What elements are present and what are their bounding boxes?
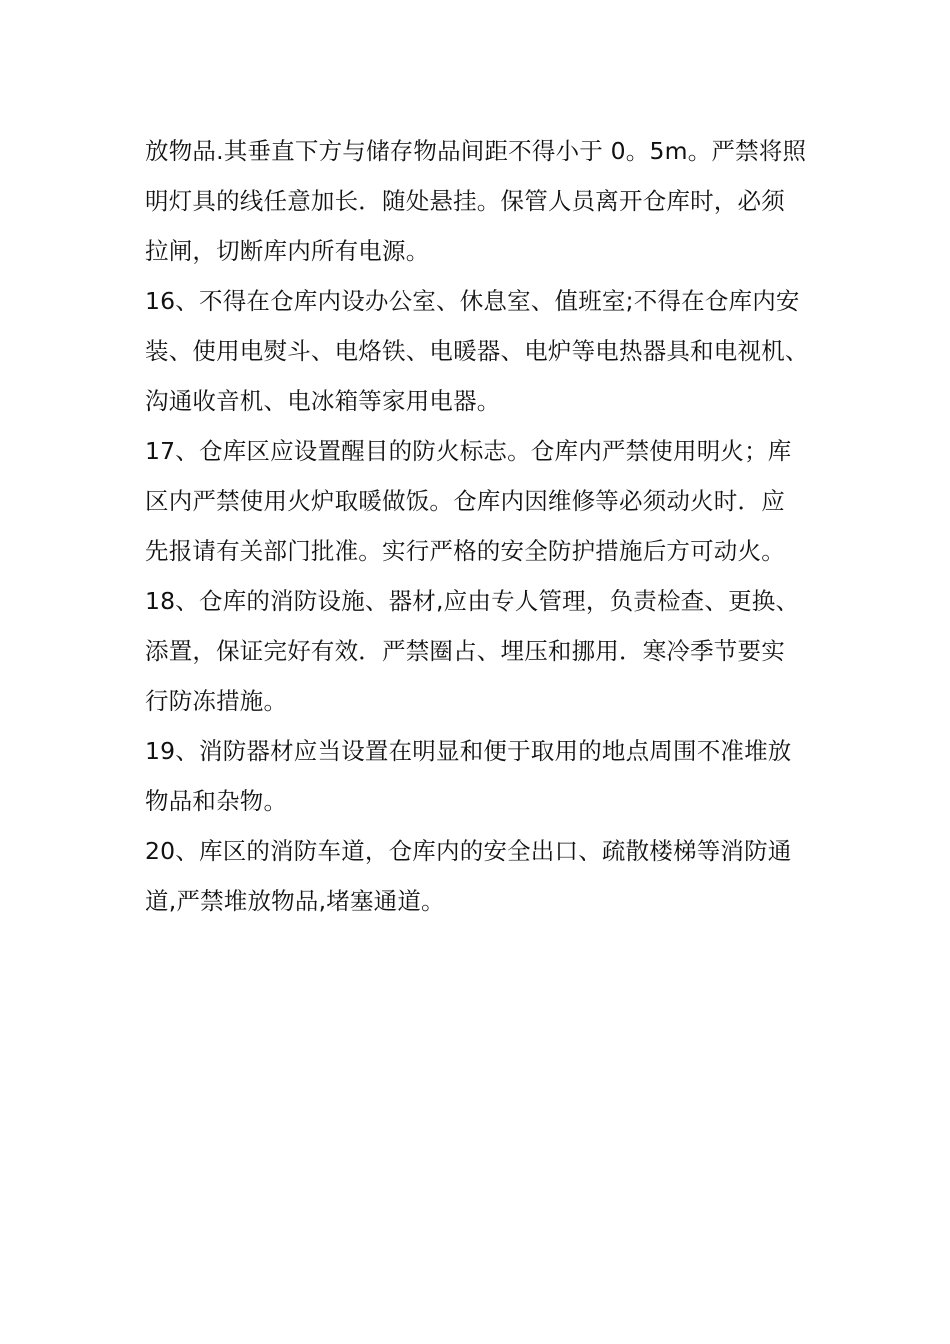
text-line: 先报请有关部门批准。实行严格的安全防护措施后方可动火。 xyxy=(145,537,785,565)
text-line: 行防冻措施。 xyxy=(145,687,288,715)
text-line: 添置，保证完好有效．严禁圈占、埋压和挪用．寒冷季节要实 xyxy=(145,637,785,665)
text-line: 装、使用电熨斗、电烙铁、电暖器、电炉等电热器具和电视机、 xyxy=(145,337,809,365)
text-line: 沟通收音机、电冰箱等家用电器。 xyxy=(145,387,501,415)
text-line: 16、不得在仓库内设办公室、休息室、值班室;不得在仓库内安 xyxy=(145,287,800,315)
text-line: 17、仓库区应设置醒目的防火标志。仓库内严禁使用明火；库 xyxy=(145,437,792,465)
text-line: 物品和杂物。 xyxy=(145,787,288,815)
text-line: 明灯具的线任意加长．随处悬挂。保管人员离开仓库时，必须 xyxy=(145,187,785,215)
text-line: 18、仓库的消防设施、器材,应由专人管理，负责检查、更换、 xyxy=(145,587,800,615)
text-line: 20、库区的消防车道，仓库内的安全出口、疏散楼梯等消防通 xyxy=(145,837,792,865)
text-line: 拉闸，切断库内所有电源。 xyxy=(145,237,430,265)
body-text xyxy=(145,126,835,926)
text-line: 放物品.其垂直下方与储存物品间距不得小于 0。5m。严禁将照 xyxy=(145,137,807,165)
text-line: 区内严禁使用火炉取暖做饭。仓库内因维修等必须动火时．应 xyxy=(145,487,785,515)
text-line: 19、消防器材应当设置在明显和便于取用的地点周围不准堆放 xyxy=(145,737,792,765)
text-line: 道,严禁堆放物品,堵塞通道。 xyxy=(145,887,445,915)
